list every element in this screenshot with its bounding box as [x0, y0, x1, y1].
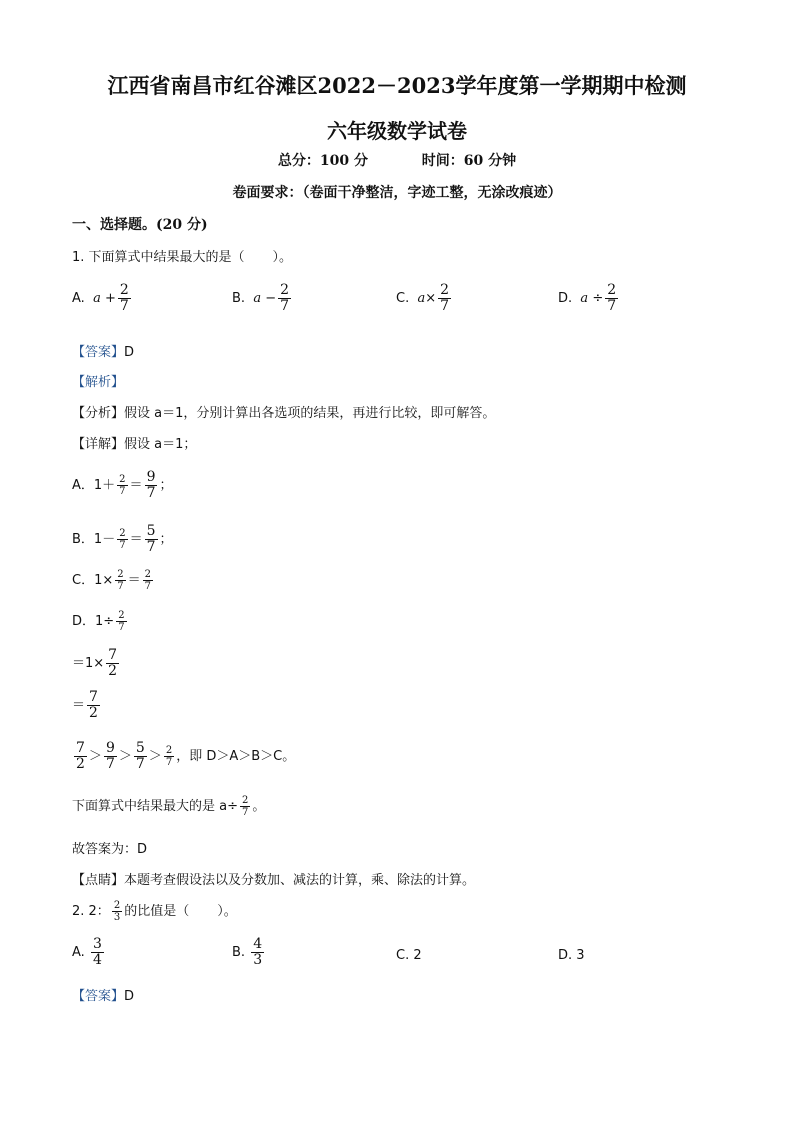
q2-option-a: A. $\frac{3}{4}$ — [72, 936, 102, 968]
q1-step-a: A．1＋ $\frac{2}{7}$ ＝ $\frac{9}{7}$ ； — [72, 469, 173, 501]
exam-subtitle: 六年级数学试卷 — [327, 119, 467, 143]
exam-requirement: 卷面要求：（卷面干净整洁，字迹工整，无涂改痕迹） — [232, 185, 562, 201]
q1-dianjing: 【点睛】本题考查假设法以及分数加、减法的计算，乘、除法的计算。 — [72, 873, 476, 888]
q2-answer — [72, 985, 134, 1004]
q1-step-d: D．1÷ $\frac{2}{7}$ — [72, 610, 125, 633]
answer-value: D — [124, 989, 135, 1004]
q1-step-d3: ＝ $\frac{7}{2}$ — [72, 689, 98, 721]
q1-option-a: A. a + $\frac{2}{7}$ — [72, 282, 129, 314]
answer-label: 【答案】 — [72, 989, 125, 1004]
answer-value: D — [124, 345, 135, 360]
exam-meta — [0, 150, 794, 170]
q1-stem — [72, 246, 292, 265]
q1-xiangjie: 【详解】假设 a＝1； — [72, 437, 197, 452]
q2-option-c: C. 2 — [396, 948, 422, 963]
q1-step-d2: ＝1× $\frac{7}{2}$ — [72, 647, 118, 679]
exam-title: 江西省南昌市红谷滩区2022－2023学年度第一学期期中检测 — [107, 73, 687, 98]
q2-option-d: D. 3 — [558, 948, 585, 963]
fraction: $\frac{2}{7}$ — [280, 282, 290, 314]
q1-fenxi: 【分析】假设 a＝1，分别计算出各选项的结果，再进行比较，即可解答。 — [72, 406, 496, 421]
q1-option-c: C. a× $\frac{2}{7}$ — [396, 282, 450, 314]
section-title: 一、选择题。(20 分) — [72, 217, 208, 233]
fraction: $\frac{2}{7}$ — [440, 282, 450, 314]
q1-answer — [72, 341, 134, 360]
q1-step-b: B．1－ $\frac{2}{7}$ ＝ $\frac{5}{7}$ ； — [72, 523, 173, 555]
q2-option-b: B. $\frac{4}{3}$ — [232, 936, 263, 968]
q1-step-c: C．1× $\frac{2}{7}$ ＝ $\frac{2}{7}$ — [72, 569, 152, 592]
q1-option-d: D. a ÷ $\frac{2}{7}$ — [558, 282, 617, 314]
q1-stem-end: ）。 — [272, 250, 293, 265]
q1-analysis-label: 【解析】 — [72, 375, 125, 390]
fraction: $\frac{2}{7}$ — [607, 282, 617, 314]
q1-conclusion: 下面算式中结果最大的是 a÷ $\frac{2}{7}$ 。 — [72, 795, 266, 818]
q1-compare: $\frac{7}{2}$ ＞ $\frac{9}{7}$ ＞ $\frac{5}{7}$ ＞ $\frac{2}{7}$ ，即 D＞A＞B＞C。 — [76, 740, 296, 772]
q2-stem: 2. 2： $\frac{2}{3}$ 的比值是（ ）。 — [72, 900, 237, 923]
total-score: 总分：100 分 — [277, 153, 368, 169]
q1-option-b: B. a − $\frac{2}{7}$ — [232, 282, 290, 314]
q1-final: 故答案为：D — [72, 842, 148, 857]
q1-stem-text: 1. 下面算式中结果最大的是（ — [72, 250, 245, 265]
exam-time: 时间：60 分钟 — [421, 153, 517, 169]
fraction: $\frac{2}{7}$ — [119, 282, 129, 314]
answer-label: 【答案】 — [72, 345, 125, 360]
